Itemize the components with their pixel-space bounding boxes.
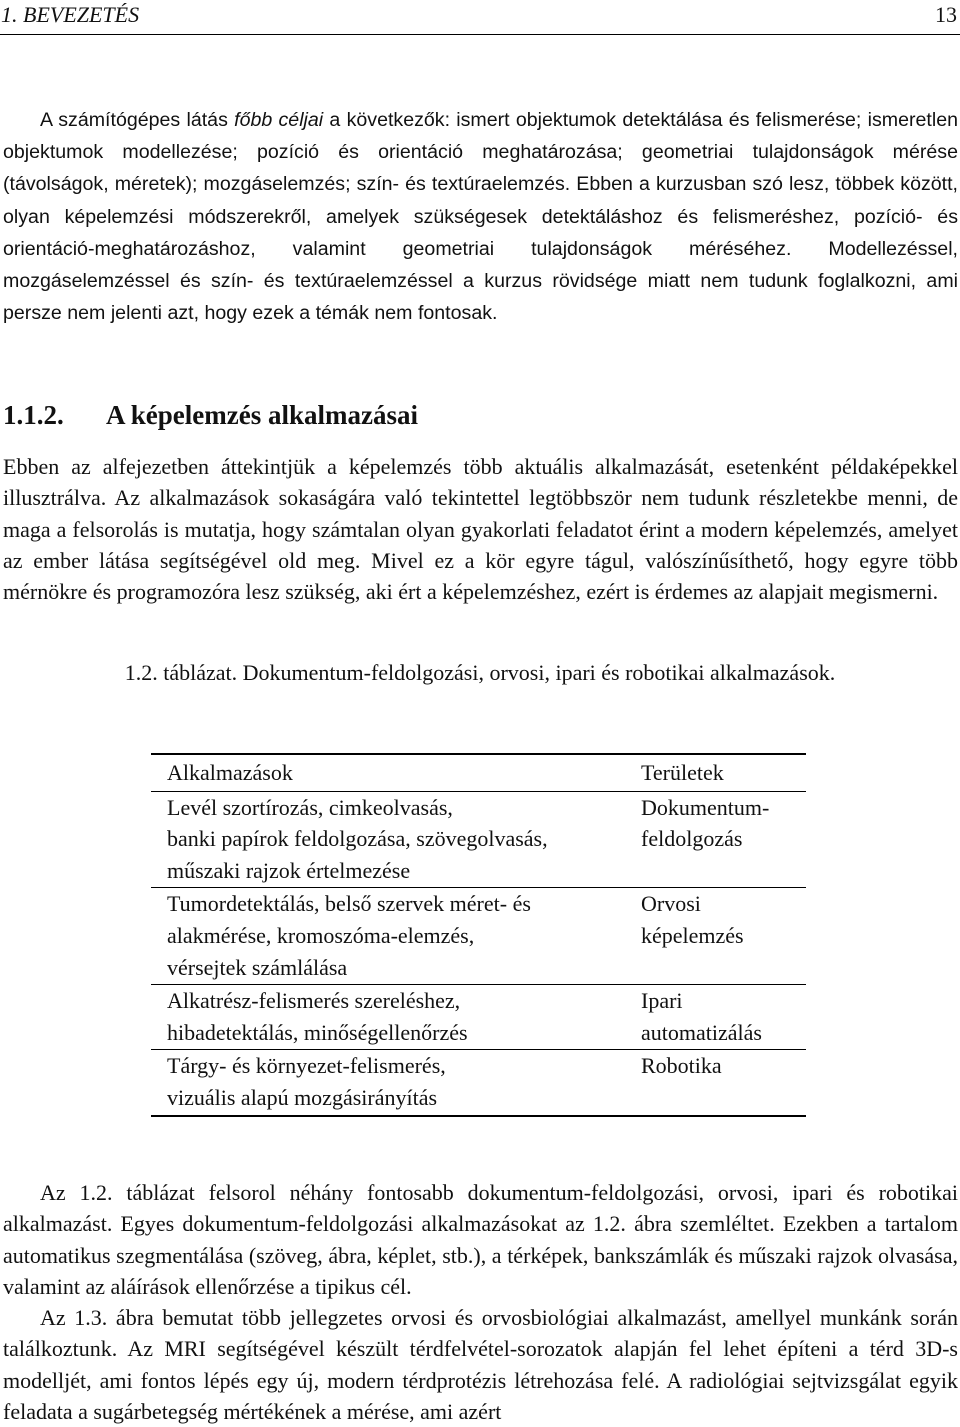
emphasized-phrase: főbb céljai bbox=[234, 109, 324, 131]
applications-cell bbox=[151, 985, 625, 1050]
area-cell bbox=[625, 985, 806, 1050]
cell-line: feldolgozás bbox=[641, 826, 743, 852]
applications-cell bbox=[151, 888, 625, 985]
table-row bbox=[151, 791, 806, 888]
cell-line: Tumordetektálás, belső szervek méret- és bbox=[167, 891, 531, 917]
section-heading bbox=[3, 400, 418, 431]
chapter-title: 1. BEVEZETÉS bbox=[1, 2, 140, 27]
header-applications: Alkalmazások bbox=[167, 760, 293, 785]
intro-paragraph bbox=[3, 104, 958, 329]
cell-line: Levél szortírozás, cimkeolvasás, bbox=[167, 794, 453, 820]
running-header bbox=[0, 0, 960, 35]
cell-line: automatizálás bbox=[641, 1019, 762, 1045]
table-row bbox=[151, 1050, 806, 1116]
cell-line: Tárgy- és környezet-felismerés, bbox=[167, 1053, 446, 1079]
cell-line: banki papírok feldolgozása, szövegolvasás, bbox=[167, 826, 548, 852]
header-areas: Területek bbox=[641, 760, 724, 785]
intro-text-rest: a következők: ismert objektumok detektálása és felismerése; ismeretlen objektumok modellezése; pozíció és orientáció meghatározása; geometriai tulajdonságok mérése (távolságok, méretek); mozgáselemzés; szín- és textúraelemzés. Ebben a kurzusban szó lesz, többek között, olyan képelemzési módszerekről, amelyek szükségesek detektáláshoz és felismeréshez, pozíció- és orientáció-meghatározáshoz, valamint geometriai tulajdonságok méréséhez. Modellezéssel, mozgáselemzéssel és szín- és textúraelemzéssel a kurzus rövidsége miatt nem tudunk foglalkozni, ami persze nem jelenti azt, hogy ezek a témák nem fontosak. bbox=[3, 109, 958, 325]
area-cell bbox=[625, 791, 806, 888]
cell-line: Orvosi bbox=[641, 891, 701, 917]
cell-line: alakmérése, kromoszóma-elemzés, bbox=[167, 922, 475, 948]
cell-line: vizuális alapú mozgásirányítás bbox=[167, 1084, 438, 1110]
applications-cell bbox=[151, 791, 625, 888]
section-number: 1.1.2. bbox=[3, 400, 64, 430]
table-row bbox=[151, 985, 806, 1050]
cell-line: Alkatrész-felismerés szereléshez, bbox=[167, 988, 461, 1014]
section-paragraph: Ebben az alfejezetben áttekintjük a képelemzés több aktuális alkalmazását, esetenként példaképekkel illusztrálva. Az alkalmazások sokaságára való tekintettel legtöbbször nem tudunk részletekbe menni, de maga a felsorolás is mutatja, hogy számtalan olyan gyakorlati feladatot érint a modern képelemzés, amelyet az ember látása segítségével old meg. Mivel ez a kör egyre tágul, valószínűsíthető, hogy egyre több mérnökre és programozóra lesz szükség, aki ért a képelemzéshez, ezért is érdemes az alapjait megismerni. bbox=[3, 454, 958, 605]
body-paragraph: Az 1.2. táblázat felsorol néhány fontosabb dokumentum-feldolgozási, orvosi, ipari és robotikai alkalmazást. Egyes dokumentum-feldolgozási alkalmazásokat az 1.2. ábra szemléltet. Ezekben a tartalom automatikus szegmentálása (szöveg, ábra, képlet, stb.), a térképek, bankszámlák és műszaki rajzok olvasása, valamint az aláírások ellenőrzése a tipikus cél. bbox=[3, 1180, 958, 1299]
cell-line: vérsejtek számlálása bbox=[167, 954, 348, 980]
body-paragraph: Az 1.3. ábra bemutat több jellegzetes orvosi és orvosbiológiai alkalmazást, amellyel munkánk során találkoztunk. Az MRI segítségével készült térdfelvétel-sorozatok alapján fel lehet építeni a térd 3D-s modelljét, ami fontos lépés egy új, modern térdprotézis létrehozása felé. A radiológiai sejtvizsgálat egyik feladata a sugárbetegség mértékének a mérése, ami azért bbox=[3, 1305, 958, 1424]
applications-table bbox=[151, 753, 806, 1117]
area-cell bbox=[625, 1050, 806, 1116]
cell-line: képelemzés bbox=[641, 922, 744, 948]
cell-line: Dokumentum- bbox=[641, 794, 770, 820]
page-number: 13 bbox=[935, 2, 957, 27]
table-row bbox=[151, 888, 806, 985]
intro-text-start: A számítógépes látás bbox=[40, 109, 235, 131]
table-caption: 1.2. táblázat. Dokumentum-feldolgozási, orvosi, ipari és robotikai alkalmazások. bbox=[124, 660, 836, 685]
cell-line: műszaki rajzok értelmezése bbox=[167, 857, 411, 883]
section-title: A képelemzés alkalmazásai bbox=[106, 400, 418, 430]
cell-line: hibadetektálás, minőségellenőrzés bbox=[167, 1019, 468, 1045]
cell-line: Robotika bbox=[641, 1053, 722, 1079]
cell-line: Ipari bbox=[641, 988, 683, 1014]
applications-cell bbox=[151, 1050, 625, 1116]
area-cell bbox=[625, 888, 806, 985]
table-header-row bbox=[151, 754, 806, 791]
